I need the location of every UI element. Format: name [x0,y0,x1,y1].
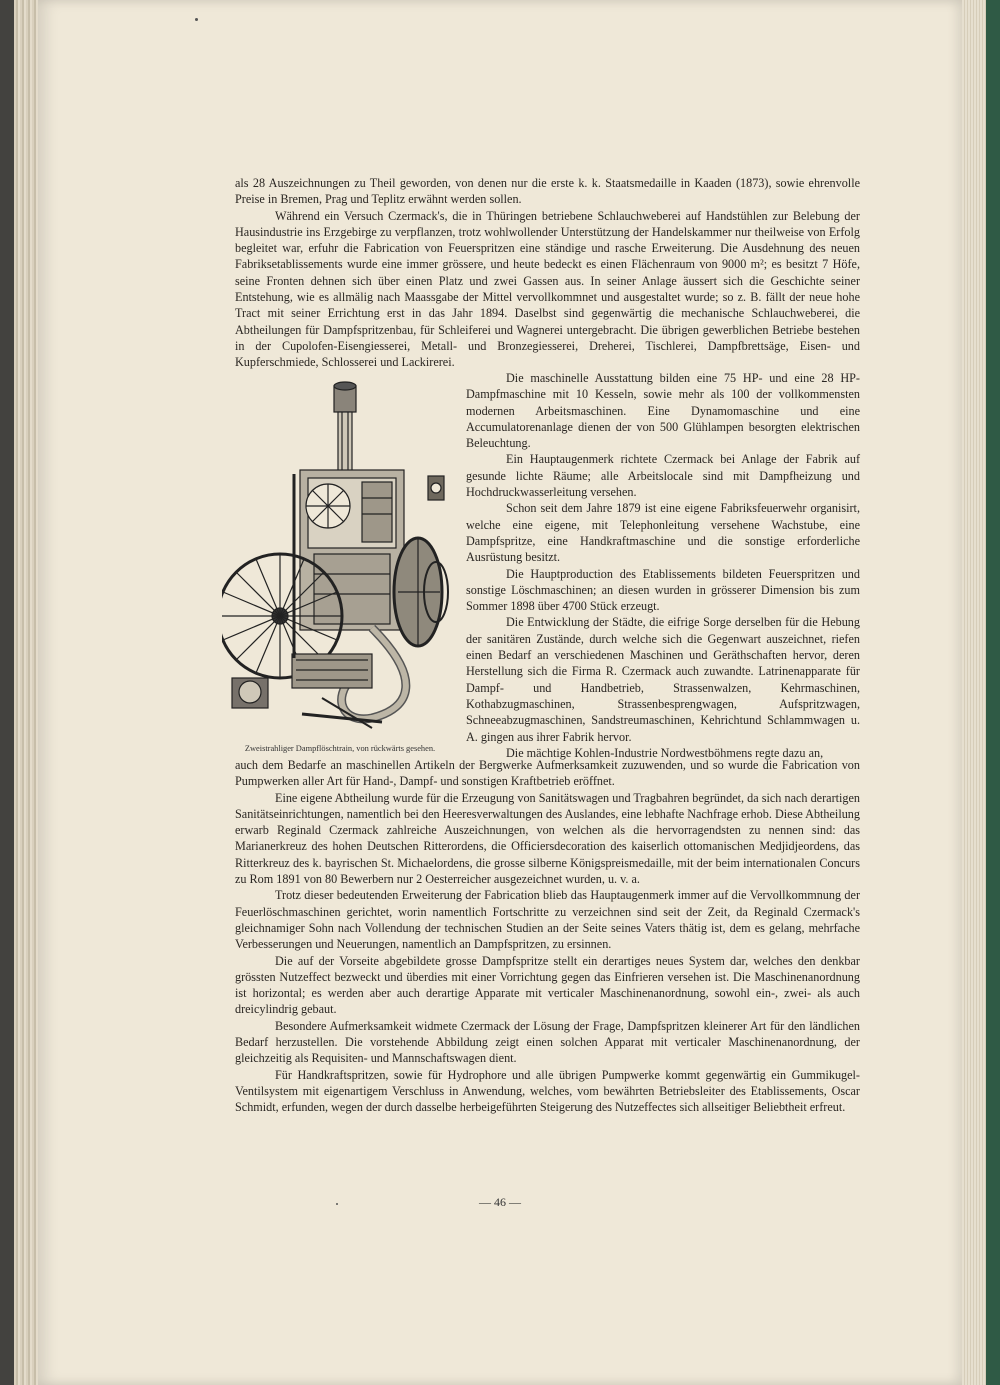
steam-fire-engine-engraving [222,378,458,730]
paragraph: auch dem Bedarfe an maschinellen Artikeln der Bergwerke Aufmerksamkeit zuzuwenden, und so wurde die Fabrication von Pumpwerken aller Art für Hand-, Dampf- und sonstigen Kraftbetrieb eröffnet. [235,758,860,789]
paragraph: Für Handkraftspritzen, sowie für Hydrophore und alle übrigen Pumpwerke kommt gegenwärtig ein Gummikugel-Ventilsystem mit eigenartigem Verschluss in Anwendung, welches, vom bewährten Betriebsleiter des Etablissements, Oscar Schmidt, erfunden, wegen der durch dasselbe herbeigeführten Steigerung des Nutzeffectes sich allseitiger Beliebtheit erfreut. [235,1067,860,1115]
paragraph: Trotz dieser bedeutenden Erweiterung der Fabrication blieb das Hauptaugenmerk immer auf die Vervollkommnung der Feuerlöschmaschinen gerichtet, worin namentlich Fortschritte zu verzeichnen sind seit der Zeit, da Reginald Czermack's gleichnamiger Sohn nach Vollendung der technischen Studien an der Seite seines Vaters thätig ist, dem es gelang, mehrfache Verbesserungen und Neuerungen, namentlich an Dampfspritzen, zu ersinnen. [235,888,860,952]
paragraph: Die auf der Vorseite abgebildete grosse Dampfspritze stellt ein derartiges neues System dar, welches den denkbar grössten Nutzeffect bezweckt und überdies mit einer Vorrichtung gegen das Einfrieren versehen ist. Die Maschinenanordnung ist horizontal; es werden aber auch derartige Apparate mit verticaler Maschinenanordnung, sowohl ein-, zwei- als auch dreicylindrig gebaut. [235,953,860,1017]
paper-speck [195,18,198,21]
paragraph: Die mächtige Kohlen-Industrie Nordwestböhmens regte dazu an, [506,745,824,760]
paragraph: Die maschinelle Ausstattung bilden eine 75 HP- und eine 28 HP-Dampfmaschine mit 10 Kesseln, sowie mehr als 100 der vollkommensten modernen Arbeitsmaschinen. Eine Dynamomaschine und eine Accumulatorenanlage dienen der von 500 Glühlampen besorgten elektrischen Beleuchtung. [466,371,860,451]
page-stack-right [962,0,986,1385]
figure-caption: Zweistrahliger Dampflöschtrain, von rückwärts gesehen. [244,744,436,753]
paragraph: Ein Hauptaugenmerk richtete Czermack bei Anlage der Fabrik auf gesunde lichte Räume; alle Arbeitslocale sind mit Dampfheizung und Hochdruckwasserleitung versehen. [466,452,860,500]
book-cover-edge [986,0,1000,1385]
fire-engine-illustration [222,378,458,730]
paragraph: als 28 Auszeichnungen zu Theil geworden, von denen nur die erste k. k. Staatsmedaille in Kaaden (1873), sowie ehrenvolle Preise in Bremen, Prag und Teplitz erwähnt werden sollen. [235,176,860,207]
paragraph: Die Entwicklung der Städte, die eifrige Sorge derselben für die Hebung der sanitären Zustände, durch welche sich die Gegenwart auszeichnet, riefen einen Bedarf an verschiedenen Maschinen und Geräthschaften hervor, deren Herstellung sich die Firma R. Czermack auch zuwandte. Latrinenapparate für Dampf- und Handbetrieb, Strassenwalzen, Kehrmaschinen, Kothabzugmaschinen, Strassenbesprengwagen, Aufspritzwagen, Schneeabzugmaschinen, Sandstreumaschinen, Kehrichtund Schlammwagen u. A. gingen aus ihrer Fabrik hervor. [466,615,860,744]
text-block-bottom [235,757,860,1116]
paragraph: Besondere Aufmerksamkeit widmete Czermack der Lösung der Frage, Dampfspritzen kleinerer Art für den ländlichen Bedarf herzustellen. Die vorstehende Abbildung zeigt einen solchen Apparat mit verticaler Maschinenanordnung, der gleichzeitig als Requisiten- und Mannschaftswagen dient. [235,1018,860,1066]
paragraph: Eine eigene Abtheilung wurde für die Erzeugung von Sanitätswagen und Tragbahren begründet, da sich nach derartigen Sanitätseinrichtungen, namentlich bei den Heeresverwaltungen des Auslandes, eine lebhafte Nachfrage erhob. Diese Abtheilung erwarb Reginald Czermack zahlreiche Auszeichnungen, von welchen als die hervorragendsten zu nennen sind: das Marianerkreuz des hohen Deutschen Ritterordens, die Officiersdecoration des kaiserlich ottomanischen Medjidjeordens, das Ritterkreuz des k. bayrischen St. Michaelordens, die grosse silberne Königspreismedaille, mit der beim internationalen Concurs zu Rom 1891 von 80 Bewerbern nur 2 Oesterreicher ausgezeichnet wurden, u. v. a. [235,790,860,887]
text-block-top [235,175,860,371]
text-block-beside-figure [466,370,860,761]
paragraph: Schon seit dem Jahre 1879 ist eine eigene Fabriksfeuerwehr organisirt, welche eine eigene, mit Telephonleitung versehene Wachstube, eine Dampfspritze, eine Handkraftmaschine und die sonstige erforderliche Ausrüstung besitzt. [466,501,860,565]
paragraph: Während ein Versuch Czermack's, die in Thüringen betriebene Schlauchweberei auf Handstühlen zur Belebung der Hausindustrie ins Erzgebirge zu verpflanzen, trotz wohlwollender Unterstützung der Handelskammer nur theilweise von Erfolg begleitet war, erfuhr die Fabrication von Feuerspritzen eine ständige und rasche Erweiterung. Die Ausdehnung des neuen Fabriksetablissements wurde eine immer grössere, und heute bedeckt es einen Flächenraum von 9000 m²; es besitzt 7 Höfe, seine Fronten dehnen sich über einen Platz und zwei Gassen aus. In seiner Anlage äussert sich die Geschichte seiner Entstehung, wie es allmälig nach Maassgabe der Mittel vervollkommnet und ausgestaltet wurde; so z. B. fällt der neue hohe Tract mit seiner Errichtung erst in das Jahr 1894. Daselbst sind gegenwärtig die mechanische Schlauchweberei, die Abtheilungen für Dampfspritzenbau, für Schleiferei und Wagnerei untergebracht. Die übrigen gewerblichen Betriebe bestehen in der Cupolofen-Eisengiesserei, Metall- und Bronzegiesserei, Dreherei, Tischlerei, Dampfbrettsäge, Eisen- und Kupferschmiede, Schlosserei und Lackirerei. [235,208,860,370]
paragraph: Die Hauptproduction des Etablissements bildeten Feuerspritzen und sonstige Löschmaschinen; an diesen wurden in grösserer Dimension bis zum Sommer 1898 über 4700 Stück erzeugt. [466,566,860,614]
page-number: — 46 — [479,1195,521,1209]
